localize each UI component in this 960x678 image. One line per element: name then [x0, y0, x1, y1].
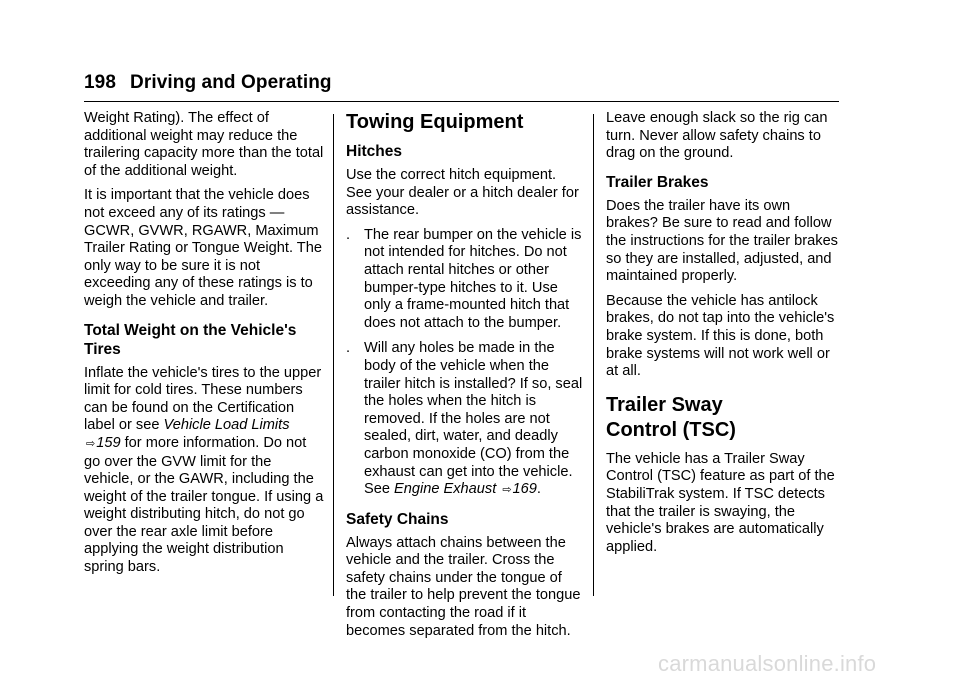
text-inflate-b: for more information. Do not go over the GVW limit for the vehicle, or the GAWR, including the weight of the trailer tongue. If using a weight distributing hitch, do not go over the rear axle limit before applying the weight distribution spring bars.: [84, 434, 324, 576]
paragraph-ratings: It is important that the vehicle does not exceed any of its ratings — GCWR, GVWR, RGAWR, Maximum Trailer Rating or Tongue Weight. The only way to be sure it is not exceeding any of these ratings is to weigh the vehicle and trailer.: [84, 187, 322, 309]
heading-safety-chains: Safety Chains: [346, 510, 449, 528]
paragraph-tsc: The vehicle has a Trailer Sway Control (TSC) feature as part of the StabiliTrak system. If TSC detects that the trailer is swaying, the vehicle's brakes are automatically applied.: [606, 450, 835, 555]
text-inflate-a: Inflate the vehicle's tires to the upper limit for cold tires. These numbers can be found on the Certification label or see: [84, 364, 322, 434]
column-left: [84, 110, 324, 584]
page-number: 198: [84, 72, 117, 93]
bullet-marker: .: [346, 340, 351, 357]
tsc-title-line1: Trailer Sway: [606, 393, 723, 416]
paragraph-safety-chains: Always attach chains between the vehicle and the trailer. Cross the safety chains under the tongue of the trailer to help prevent the tongue from contacting the road if it becomes separated from the hitch.: [346, 534, 581, 639]
page-ref-169[interactable]: 169: [512, 481, 537, 498]
text-holes-end: .: [536, 481, 541, 498]
page-header: [84, 72, 332, 94]
column-divider-right: [593, 114, 594, 596]
link-vehicle-load-limits[interactable]: Vehicle Load Limits: [163, 417, 290, 434]
paragraph-antilock: Because the vehicle has antilock brakes, do not tap into the vehicle's brake system. If this is done, both brake systems will not work well or at all.: [606, 292, 835, 380]
page-ref-icon: ⇨: [502, 484, 512, 497]
bullet-text-rear-bumper: The rear bumper on the vehicle is not intended for hitches. Do not attach rental hitches or other bumper-type hitches to it. Use only a frame-mounted hitch that does not attach to the bumper.: [364, 226, 582, 331]
tsc-title-line2: Control (TSC): [606, 418, 736, 441]
text-holes-a: Will any holes be made in the body of the vehicle when the trailer hitch is installed? If so, seal the holes when the hitch is removed. If the holes are not sealed, dirt, water, and deadly carbon monoxide (CO) from the exhaust can get into the vehicle. See: [364, 340, 583, 498]
heading-trailer-brakes: Trailer Brakes: [606, 173, 709, 191]
list-item: [346, 340, 584, 499]
paragraph-weight-rating: Weight Rating). The effect of additional weight may reduce the trailering capacity more than the total of the additional weight.: [84, 110, 324, 179]
watermark-logo: carmanualsonline.info: [658, 651, 877, 676]
paragraph-hitches: Use the correct hitch equipment. See your dealer or a hitch dealer for assistance.: [346, 167, 579, 219]
header-rule: [84, 101, 839, 102]
heading-total-weight: Total Weight on the Vehicle's Tires: [84, 321, 297, 358]
paragraph-slack: Leave enough slack so the rig can turn. Never allow safety chains to drag on the ground.: [606, 110, 828, 162]
chapter-title: Driving and Operating: [130, 72, 332, 93]
column-divider-left: [333, 114, 334, 596]
page-ref-icon: ⇨: [86, 437, 96, 450]
bullet-text-holes: [364, 340, 584, 499]
section-title-towing-equipment: Towing Equipment: [346, 111, 524, 133]
paragraph-inflate-tires: [84, 365, 324, 577]
link-engine-exhaust[interactable]: Engine Exhaust: [394, 481, 497, 498]
bullet-marker: .: [346, 226, 351, 243]
page-ref-159[interactable]: 159: [96, 434, 121, 451]
paragraph-trailer-brakes: Does the trailer have its own brakes? Be sure to read and follow the instructions for the trailer brakes so they are installed, adjusted, and maintained properly.: [606, 197, 838, 285]
section-title-tsc: [606, 393, 844, 443]
heading-hitches: Hitches: [346, 143, 402, 160]
column-middle: [346, 110, 584, 647]
column-right: [606, 110, 844, 563]
list-item: [346, 227, 584, 333]
